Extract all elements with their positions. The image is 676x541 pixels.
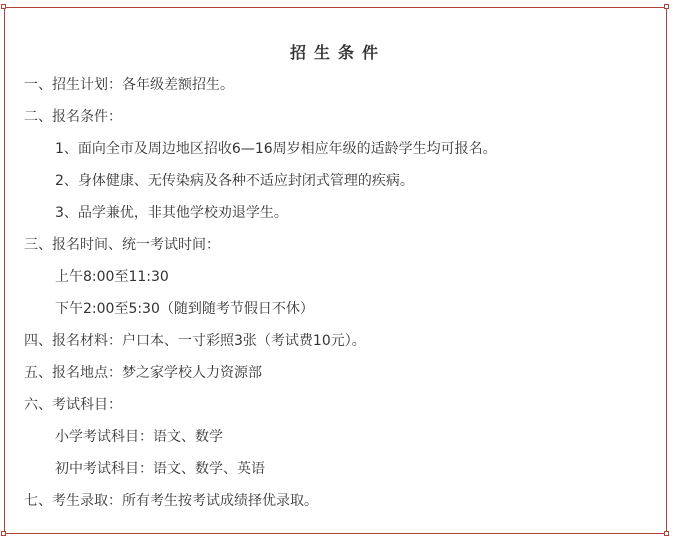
- condition-item-2: 2、身体健康、无传染病及各种不适应封闭式管理的疾病。: [55, 173, 414, 189]
- condition-item-3: 3、品学兼优，非其他学校劝退学生。: [55, 205, 288, 221]
- subjects-primary: 小学考试科目：语文、数学: [55, 429, 223, 445]
- time-afternoon: 下午2:00至5:30（随到随考节假日不休）: [55, 301, 314, 317]
- subjects-junior: 初中考试科目：语文、数学、英语: [55, 461, 265, 477]
- section-admission: 七、考生录取：所有考生按考试成绩择优录取。: [24, 493, 318, 509]
- section-enrollment-plan: 一、招生计划：各年级差额招生。: [24, 77, 234, 93]
- corner-ornament-top-left: [1, 4, 6, 9]
- section-registration-conditions: 二、报名条件：: [24, 109, 122, 125]
- section-registration-location: 五、报名地点：梦之家学校人力资源部: [24, 365, 262, 381]
- time-morning: 上午8:00至11:30: [55, 269, 169, 285]
- section-exam-subjects: 六、考试科目：: [24, 397, 122, 413]
- condition-item-1: 1、面向全市及周边地区招收6—16周岁相应年级的适龄学生均可报名。: [55, 141, 497, 157]
- corner-ornament-top-right: [664, 4, 669, 9]
- section-registration-materials: 四、报名材料：户口本、一寸彩照3张（考试费10元）。: [24, 333, 366, 349]
- document-title: 招生条件: [289, 43, 386, 62]
- section-registration-time: 三、报名时间、统一考试时间：: [24, 237, 220, 253]
- corner-ornament-bottom-right: [664, 531, 669, 536]
- corner-ornament-bottom-left: [1, 531, 6, 536]
